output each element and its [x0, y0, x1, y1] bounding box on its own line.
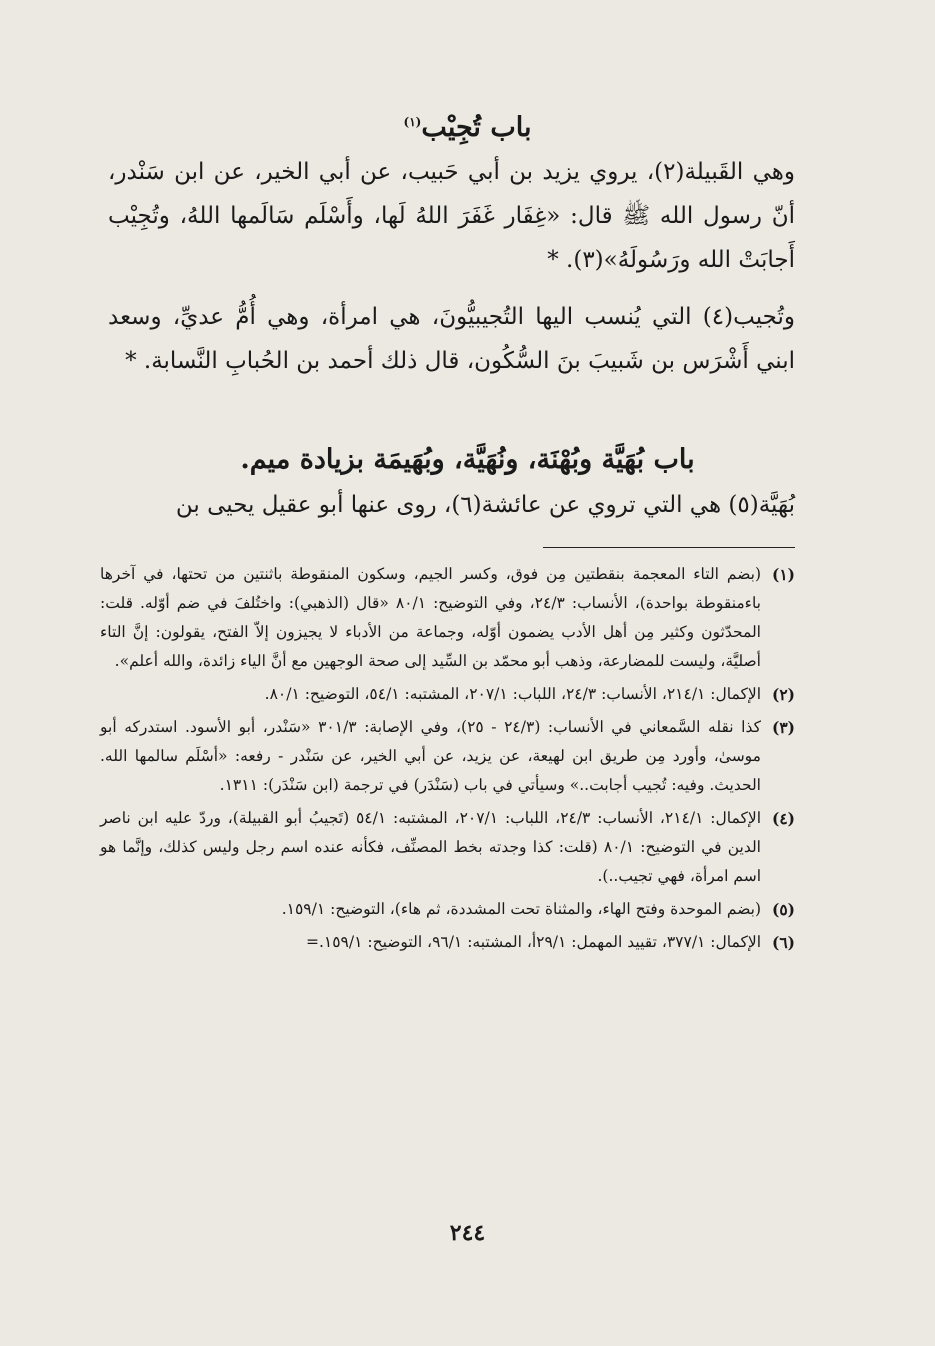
footnotes [100, 560, 795, 961]
chapter-heading-buhayya: باب بُهَيَّة وبُهْنَة، ونُهَيَّة، وبُهَيمَة بزيادة ميم. [240, 444, 695, 475]
page-number: ٢٤٤ [449, 1220, 486, 1246]
footnote [100, 895, 795, 924]
footnote [100, 560, 795, 676]
footnote-text: الإكمال: ٢١٤/١، الأنساب: ٢٤/٣، اللباب: ٢٠٧/١، المشتبه: ٥٤/١، التوضيح: ٨٠/١. [264, 685, 761, 703]
footnote-number: (٢) [771, 685, 795, 704]
footnote-ref: (١) [403, 115, 422, 129]
footnote [100, 713, 795, 800]
heading-text: باب تُجِيْب [421, 112, 532, 143]
chapter-heading-tujib [100, 102, 835, 148]
footnote [100, 680, 795, 709]
paragraph-tujib-lineage: وتُجيب(٤) التي يُنسب اليها التُجيبيُّونَ، هي امرأة، وهي أُمُّ عديِّ، وسعد ابني أَشْرَس بن شَبيبَ بنَ السُّكُون، قال ذلك أحمد بن الحُبابِ النَّسابة. * [108, 304, 795, 374]
footnote [100, 804, 795, 891]
footnote-number: (٥) [771, 900, 795, 919]
footnote-text: كذا نقله السَّمعاني في الأنساب: (٢٤/٣ - ٢٥)، وفي الإصابة: ٣٠١/٣ «سَنْدر، أبو الأسود. استدركه أبو موسىٰ، وأورد مِن طريق ابن لهيعة، عن يزيد، عن أبي الخير، عن سَنْدر - رفعه: «أسْلَم سالمها الله. الحديث. وفيه: تُجيب أجابت..» وسيأتي في باب (سَنْدَر) في ترجمة (ابن سَنْدَر): ١٣١١. [100, 718, 761, 794]
footnote-number: (٤) [771, 809, 795, 828]
footnote-number: (١) [771, 565, 795, 584]
paragraph-hadith: وهي القَبيلة(٢)، يروي يزيد بن أبي حَبيب، عن أبي الخير، عن ابن سَنْدر، أنّ رسول الله ﷺ قال: «غِفَار غَفَرَ اللهُ لَها، وأَسْلَم سَالَمها اللهُ، وتُجِيْب أَجابَتْ الله ورَسُولَهُ»(٣). * [108, 159, 795, 273]
footnote-text: الإكمال: ٣٧٧/١، تقييد المهمل: ٢٩/١أ، المشتبه: ٩٦/١، التوضيح: ١٥٩/١.= [305, 933, 761, 951]
footnote-text: (بضم التاء المعجمة بنقطتين مِن فوق، وكسر الجيم، وسكون المنقوطة باثنتين من تحتها، في آخرها باءمنقوطة بواحدة)، الأنساب: ٢٤/٣، وفي التوضيح: ٨٠/١ «قال (الذهبي): واختُلفَ في ضم أوّله. قلت: المحدّثون وكثير مِن أهل الأدب يضمون أوّله، وجماعة من الأدباء لا يجيزون إلاّ الفتح، يقولون: إنَّ التاء أصليَّة، وليست للمضارعة، وذهب أبو محمّد بن السِّيد إلى صحة الوجهين مع أنَّ الياء زائدة، والله أعلم». [100, 565, 762, 670]
footnote-number: (٣) [771, 718, 795, 737]
footnote-text: (بضم الموحدة وفتح الهاء، والمثناة تحت المشددة، ثم هاء)، التوضيح: ١٥٩/١. [281, 900, 761, 918]
footnote-text: الإكمال: ٢١٤/١، الأنساب: ٢٤/٣، اللباب: ٢٠٧/١، المشتبه: ٥٤/١ (تَجيبُ أبو القبيلة)، وردّ عليه ابن ناصر الدين في التوضيح: ٨٠/١ (قلت: كذا وجدته بخط المصنِّف، فكأنه عنده اسم رجل وليس كذلك، وإنَّما هو اسم امرأة، فهي تجيب..). [100, 809, 761, 885]
footnote [100, 928, 795, 957]
footnote-number: (٦) [771, 933, 795, 952]
paragraph-buhayya: بُهَيَّة(٥) هي التي تروي عن عائشة(٦)، روى عنها أبو عقيل يحيى بن [175, 492, 795, 518]
footnote-divider [543, 547, 795, 548]
